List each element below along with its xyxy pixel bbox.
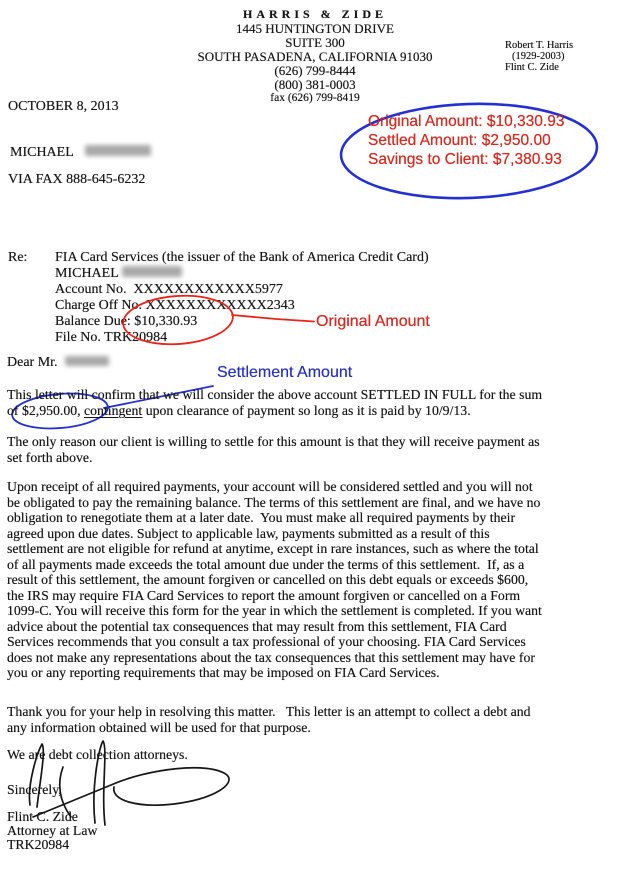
p3-line8: the IRS may require FIA Card Services to report the amount forgiven or cancelled on a Form xyxy=(7,587,521,603)
address-city: SOUTH PASADENA, CALIFORNIA 91030 xyxy=(197,49,433,64)
phone-number-2: (800) 381-0003 xyxy=(274,77,356,92)
p3-line6: of all payments made exceeds the total amount due under the terms of this settlement. If, as a xyxy=(7,556,525,572)
original-amount-label: Original Amount xyxy=(316,313,430,330)
closing-name: Flint C. Zide xyxy=(7,809,78,824)
p3-line12: does not make any representations about the tax consequences that this settlement may have for xyxy=(7,649,535,665)
letterhead xyxy=(150,7,480,105)
p1-line1: This letter will confirm that we will consider the above account SETTLED IN FULL for the sum xyxy=(7,387,543,402)
p3-line2: be obligated to pay the remaining balance. The terms of this settlement are final, and we have no xyxy=(7,494,541,510)
re-file-number: File No. TRK20984 xyxy=(55,330,168,345)
p3-line9: 1099-C. You will receive this form for the year in which the settlement is completed. If you want xyxy=(7,603,542,618)
paragraph-only-reason xyxy=(7,434,540,466)
p3-line4: agreed upon due dates. Subject to applicable law, payments submitted as a result of this xyxy=(7,525,490,541)
address-street: 1445 HUNTINGTON DRIVE xyxy=(236,21,394,36)
original-amount-line: Original Amount: $10,330.93 xyxy=(368,113,565,130)
phone-number-1: (626) 799-8444 xyxy=(274,63,356,78)
settlement-amount-label: Settlement Amount xyxy=(217,364,353,381)
paragraph-thank-you xyxy=(7,704,531,736)
p4-line2: any information obtained will be used for that purpose. xyxy=(7,720,311,736)
p3-line13: you or any reporting requirements that may be imposed on FIA Card Services. xyxy=(7,665,440,680)
recipient-first-name: MICHAEL xyxy=(10,145,74,160)
closing-block xyxy=(7,810,97,853)
debt-collection-notice: We are debt collection attorneys. xyxy=(7,747,188,762)
attorney-harris-dates: (1929-2003) xyxy=(512,51,565,62)
settled-amount-line: Settled Amount: $2,950.00 xyxy=(368,132,551,149)
letter-date: OCTOBER 8, 2013 xyxy=(8,99,119,114)
contingent-underlined: contingent xyxy=(84,403,143,419)
attorney-names xyxy=(505,40,573,73)
fax-number: fax (626) 799-8419 xyxy=(270,92,360,104)
attorney-harris: Robert T. Harris xyxy=(505,40,574,51)
p2-line2: set forth above. xyxy=(7,450,93,466)
paragraph-settled-in-full xyxy=(7,387,542,419)
salutation-redaction-box xyxy=(65,356,109,366)
p3-line5: settlement are not eligible for refund at anytime, except in rare instances, such as where the total xyxy=(7,541,539,556)
recipient-line xyxy=(10,145,151,161)
re-charge-off-number: Charge Off No. XXXXXXXXXXXX2343 xyxy=(55,298,295,313)
paragraph-terms xyxy=(7,479,542,681)
p3-line7: result of this settlement, the amount forgiven or cancelled on this debt equals or exceeds $600, xyxy=(7,572,529,587)
re-account-number: Account No. XXXXXXXXXXXX5977 xyxy=(55,282,283,297)
recipient-redaction-box xyxy=(85,145,151,156)
savings-line: Savings to Client: $7,380.93 xyxy=(368,151,562,168)
salutation: Dear Mr. xyxy=(7,355,109,371)
closing-file: TRK20984 xyxy=(7,837,70,853)
debtor-redaction-box xyxy=(122,266,182,277)
p3-line10: advice about the potential tax consequences that may result from this settlement, FIA Card xyxy=(7,618,507,634)
p3-line11: Services recommends that you consult a tax professional of your choosing. FIA Card Services xyxy=(7,634,526,649)
sincerely-line: Sincerely, xyxy=(7,782,62,797)
p3-line1: Upon receipt of all required payments, your account will be considered settled and you will not xyxy=(7,479,533,494)
re-label: Re: xyxy=(8,250,28,265)
p2-line1: The only reason our client is willing to settle for this amount is that they will receive payment as xyxy=(7,434,540,449)
p3-line3: obligation to renegotiate them at a later date. You must make all required payments by their xyxy=(7,510,516,525)
p1-line2: of $2,950.00, contingent upon clearance of payment so long as it is paid by 10/9/13. xyxy=(7,403,471,419)
firm-name: HARRIS & ZIDE xyxy=(242,7,387,21)
re-creditor: FIA Card Services (the issuer of the Bank of America Credit Card) xyxy=(55,250,429,265)
p4-line1: Thank you for your help in resolving this matter. This letter is an attempt to collect a debt and xyxy=(7,704,531,719)
via-fax-line: VIA FAX 888-645-6232 xyxy=(8,172,146,187)
balance-circle-icon xyxy=(118,292,328,352)
re-debtor-name: MICHAEL xyxy=(55,266,429,282)
closing-title: Attorney at Law xyxy=(7,823,98,839)
attorney-zide: Flint C. Zide xyxy=(505,62,559,73)
savings-annotation xyxy=(368,112,564,169)
address-suite: SUITE 300 xyxy=(285,35,345,50)
re-balance-due: Balance Due: $10,330.93 xyxy=(55,314,198,329)
